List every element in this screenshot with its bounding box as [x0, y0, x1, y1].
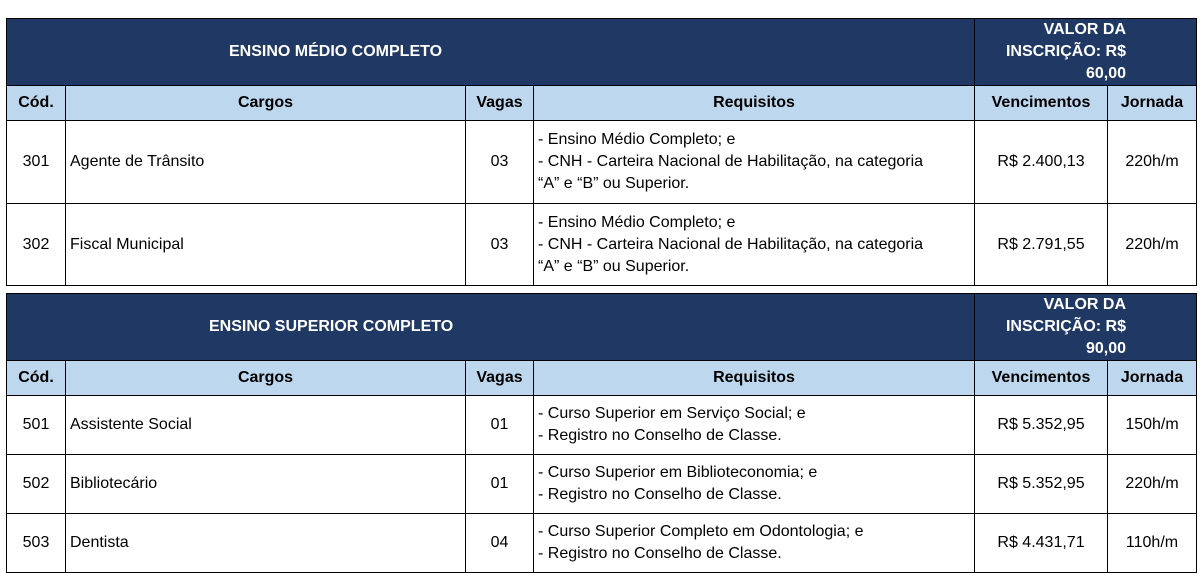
header-requisitos: Requisitos [534, 86, 975, 121]
cell-vencimentos: R$ 5.352,95 [975, 455, 1108, 514]
education-level-title: ENSINO MÉDIO COMPLETO [7, 19, 975, 86]
cell-vencimentos: R$ 2.791,55 [975, 204, 1108, 286]
cell-jornada: 110h/m [1108, 514, 1197, 573]
table-row [7, 204, 1197, 286]
cell-requisitos [534, 204, 975, 286]
cell-cargo: Bibliotecário [66, 455, 466, 514]
cell-vagas: 03 [466, 204, 534, 286]
requirement-line: - Ensino Médio Completo; e [538, 131, 736, 148]
registration-fee: VALOR DA INSCRIÇÃO: R$ 90,00 [975, 294, 1197, 361]
table-row [7, 514, 1197, 573]
header-row [7, 86, 1197, 121]
cell-vagas: 01 [466, 455, 534, 514]
cell-cod: 302 [7, 204, 66, 286]
requirement-line: - Registro no Conselho de Classe. [538, 486, 782, 503]
requirement-line: - Curso Superior Completo em Odontologia; e [538, 523, 864, 540]
header-vagas: Vagas [466, 86, 534, 121]
requirement-line: - Curso Superior em Biblioteconomia; e [538, 464, 818, 481]
cell-cargo: Dentista [66, 514, 466, 573]
table-row [7, 121, 1197, 204]
cell-cod: 503 [7, 514, 66, 573]
header-jornada: Jornada [1108, 361, 1197, 396]
requirement-line: - CNH - Carteira Nacional de Habilitação, na categoria [538, 235, 924, 253]
cell-jornada: 220h/m [1108, 204, 1197, 286]
job-table-ensino-superior [6, 293, 1197, 573]
requirement-line: “A” e “B” ou Superior. [538, 175, 690, 192]
cell-vagas: 03 [466, 121, 534, 204]
requirement-line: - CNH - Carteira Nacional de Habilitação, na categoria [538, 153, 924, 170]
job-table-ensino-medio [6, 18, 1197, 286]
header-cod: Cód. [7, 86, 66, 121]
header-cargos: Cargos [66, 86, 466, 121]
cell-jornada: 220h/m [1108, 121, 1197, 204]
cell-cod: 502 [7, 455, 66, 514]
registration-fee: VALOR DA INSCRIÇÃO: R$ 60,00 [975, 19, 1197, 86]
cell-vencimentos: R$ 5.352,95 [975, 396, 1108, 455]
header-vencimentos: Vencimentos [975, 86, 1108, 121]
cell-cargo: Fiscal Municipal [66, 204, 466, 286]
cell-requisitos [534, 121, 975, 204]
requirement-line: “A” e “B” ou Superior. [538, 257, 690, 275]
requirement-line: - Registro no Conselho de Classe. [538, 545, 782, 562]
table-row [7, 455, 1197, 514]
table-title-row [7, 294, 1197, 361]
header-vencimentos: Vencimentos [975, 361, 1108, 396]
requirement-line: - Curso Superior em Serviço Social; e [538, 405, 806, 422]
cell-vencimentos: R$ 2.400,13 [975, 121, 1108, 204]
cell-jornada: 220h/m [1108, 455, 1197, 514]
cell-cod: 301 [7, 121, 66, 204]
header-vagas: Vagas [466, 361, 534, 396]
cell-requisitos [534, 514, 975, 573]
cell-vagas: 04 [466, 514, 534, 573]
header-cod: Cód. [7, 361, 66, 396]
header-requisitos: Requisitos [534, 361, 975, 396]
cell-cod: 501 [7, 396, 66, 455]
education-level-title: ENSINO SUPERIOR COMPLETO [7, 294, 975, 361]
requirement-line: - Ensino Médio Completo; e [538, 213, 736, 231]
header-row [7, 361, 1197, 396]
cell-requisitos [534, 455, 975, 514]
cell-requisitos [534, 396, 975, 455]
cell-jornada: 150h/m [1108, 396, 1197, 455]
cell-vencimentos: R$ 4.431,71 [975, 514, 1108, 573]
requirement-line: - Registro no Conselho de Classe. [538, 427, 782, 444]
cell-vagas: 01 [466, 396, 534, 455]
table-row [7, 396, 1197, 455]
header-cargos: Cargos [66, 361, 466, 396]
header-jornada: Jornada [1108, 86, 1197, 121]
table-title-row [7, 19, 1197, 86]
cell-cargo: Assistente Social [66, 396, 466, 455]
cell-cargo: Agente de Trânsito [66, 121, 466, 204]
